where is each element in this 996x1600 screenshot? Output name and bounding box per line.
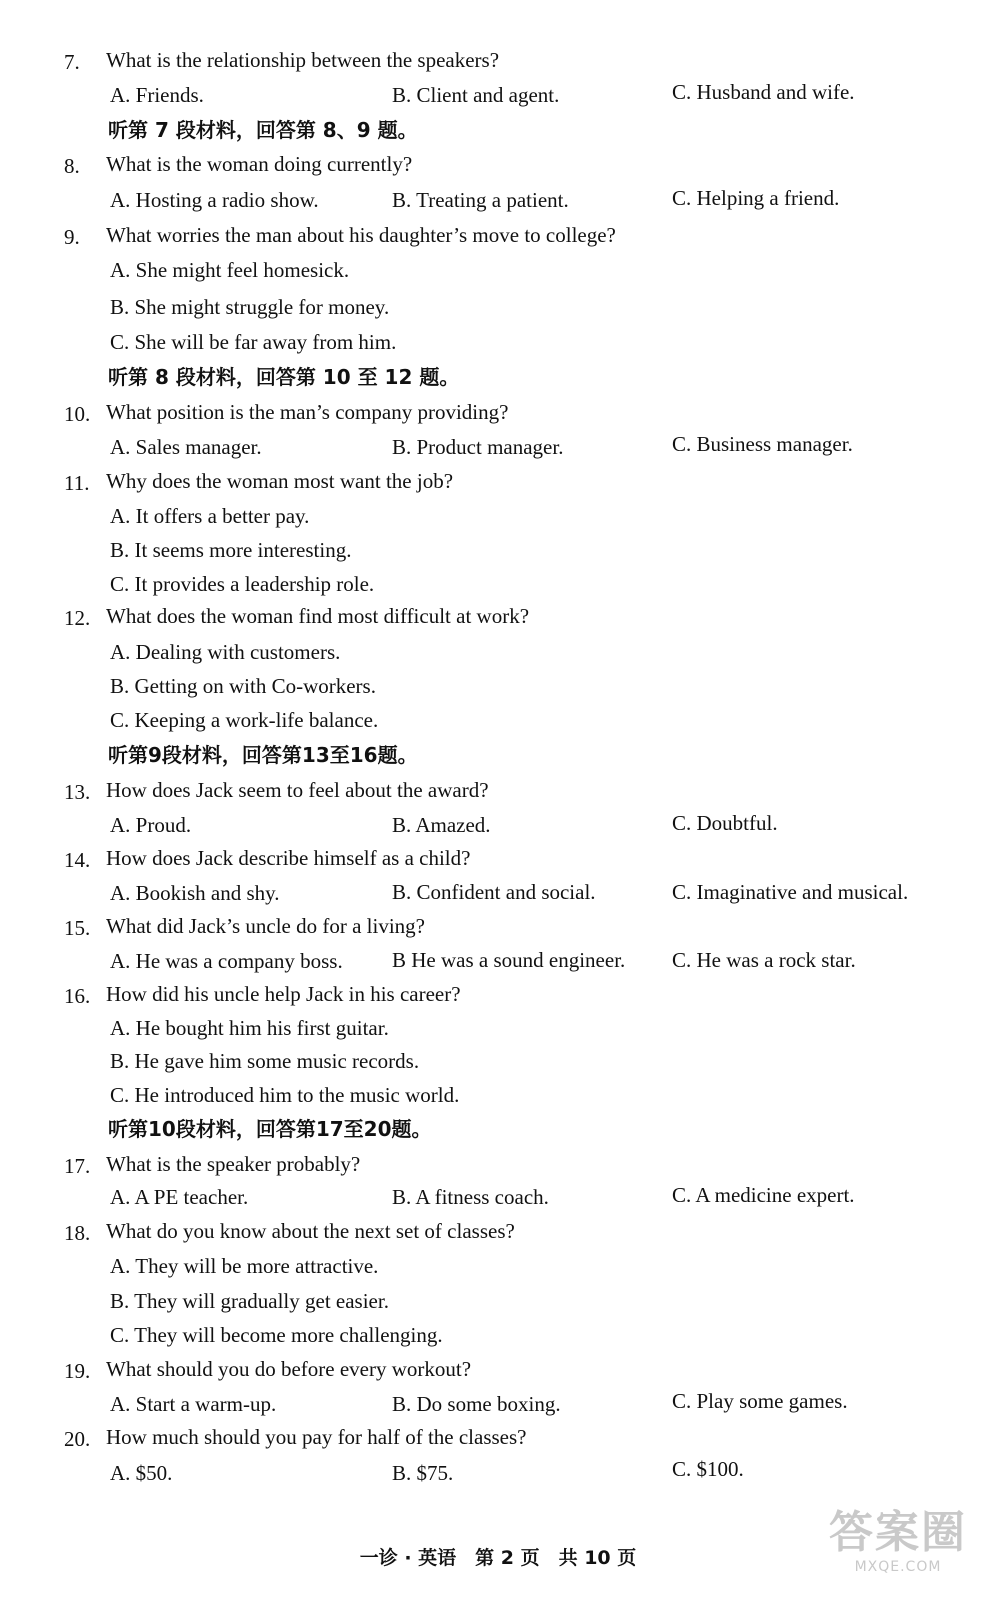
option-a: A. Hosting a radio show. bbox=[110, 188, 319, 212]
question-stem: What should you do before every workout? bbox=[106, 1357, 472, 1381]
option-a: A. He bought him his first guitar. bbox=[110, 1016, 389, 1040]
question-stem: What is the woman doing currently? bbox=[106, 152, 413, 176]
question-number: 8. bbox=[64, 154, 80, 178]
question-stem: How did his uncle help Jack in his career? bbox=[106, 982, 461, 1006]
question-stem: How much should you pay for half of the classes? bbox=[106, 1425, 527, 1449]
question-number: 18. bbox=[64, 1221, 91, 1245]
option-c: C. They will become more challenging. bbox=[110, 1323, 443, 1347]
option-b: B. Product manager. bbox=[392, 435, 564, 459]
option-a: A. Bookish and shy. bbox=[110, 881, 280, 905]
option-c: C. It provides a leadership role. bbox=[110, 572, 375, 596]
question-number: 19. bbox=[64, 1359, 91, 1383]
question-number: 15. bbox=[64, 916, 91, 940]
question-stem: What did Jack’s uncle do for a living? bbox=[106, 914, 425, 938]
option-b: B He was a sound engineer. bbox=[392, 948, 626, 972]
question-number: 10. bbox=[64, 402, 91, 426]
option-a: A. It offers a better pay. bbox=[110, 504, 310, 528]
option-b: B. $75. bbox=[392, 1461, 454, 1485]
question-number: 17. bbox=[64, 1154, 91, 1178]
option-a: A. $50. bbox=[110, 1461, 173, 1485]
option-c: C. Helping a friend. bbox=[672, 186, 840, 210]
option-c: C. Business manager. bbox=[672, 432, 853, 456]
option-c: C. Imaginative and musical. bbox=[672, 880, 909, 904]
question-stem: What is the speaker probably? bbox=[106, 1152, 361, 1176]
option-b: B. They will gradually get easier. bbox=[110, 1289, 389, 1313]
section-instruction: 听第 7 段材料，回答第 8、9 题。 bbox=[108, 118, 418, 142]
section-instruction: 听第10段材料，回答第17至20题。 bbox=[108, 1117, 432, 1141]
watermark-text: 答案圈 bbox=[829, 1507, 967, 1558]
question-number: 13. bbox=[64, 780, 91, 804]
option-b: B. Amazed. bbox=[392, 813, 491, 837]
question-number: 14. bbox=[64, 848, 91, 872]
question-stem: What do you know about the next set of classes? bbox=[106, 1219, 515, 1243]
option-b: B. It seems more interesting. bbox=[110, 538, 352, 562]
question-number: 11. bbox=[64, 471, 90, 495]
page-footer: 一诊 · 英语 第 2 页 共 10 页 bbox=[359, 1547, 637, 1569]
question-number: 20. bbox=[64, 1427, 91, 1451]
question-stem: Why does the woman most want the job? bbox=[106, 469, 454, 493]
question-stem: How does Jack seem to feel about the award? bbox=[106, 778, 489, 802]
option-c: C. Doubtful. bbox=[672, 811, 778, 835]
option-b: B. Client and agent. bbox=[392, 83, 560, 107]
option-c: C. Play some games. bbox=[672, 1389, 848, 1413]
watermark-url: MXQE.COM bbox=[854, 1559, 942, 1575]
question-number: 9. bbox=[64, 225, 80, 249]
option-a: A. Start a warm-up. bbox=[110, 1392, 277, 1416]
question-number: 16. bbox=[64, 984, 91, 1008]
option-c: C. A medicine expert. bbox=[672, 1183, 855, 1207]
option-a: A. A PE teacher. bbox=[110, 1185, 249, 1209]
option-b: B. Do some boxing. bbox=[392, 1392, 561, 1416]
question-number: 7. bbox=[64, 50, 80, 74]
option-b: B. Treating a patient. bbox=[392, 188, 569, 212]
option-a: A. She might feel homesick. bbox=[110, 258, 350, 282]
option-a: A. Sales manager. bbox=[110, 435, 262, 459]
section-instruction: 听第 8 段材料，回答第 10 至 12 题。 bbox=[108, 365, 460, 389]
section-instruction: 听第9段材料，回答第13至16题。 bbox=[108, 743, 418, 767]
question-stem: How does Jack describe himself as a child? bbox=[106, 846, 471, 870]
question-stem: What does the woman find most difficult at work? bbox=[106, 604, 530, 628]
option-b: B. She might struggle for money. bbox=[110, 295, 390, 319]
question-stem: What position is the man’s company providing? bbox=[106, 400, 509, 424]
question-stem: What is the relationship between the speakers? bbox=[106, 48, 500, 72]
option-a: A. Proud. bbox=[110, 813, 192, 837]
option-c: C. Keeping a work-life balance. bbox=[110, 708, 379, 732]
option-b: B. He gave him some music records. bbox=[110, 1049, 420, 1073]
option-c: C. He was a rock star. bbox=[672, 948, 856, 972]
question-number: 12. bbox=[64, 606, 91, 630]
watermark-logo bbox=[828, 1508, 968, 1588]
option-c: C. $100. bbox=[672, 1457, 744, 1481]
option-a: A. They will be more attractive. bbox=[110, 1254, 379, 1278]
option-b: B. A fitness coach. bbox=[392, 1185, 549, 1209]
option-c: C. He introduced him to the music world. bbox=[110, 1083, 460, 1107]
option-a: A. He was a company boss. bbox=[110, 949, 343, 973]
option-b: B. Getting on with Co-workers. bbox=[110, 674, 376, 698]
option-a: A. Dealing with customers. bbox=[110, 640, 341, 664]
option-c: C. Husband and wife. bbox=[672, 80, 855, 104]
option-b: B. Confident and social. bbox=[392, 880, 596, 904]
option-c: C. She will be far away from him. bbox=[110, 330, 397, 354]
question-stem: What worries the man about his daughter’s move to college? bbox=[106, 223, 616, 247]
option-a: A. Friends. bbox=[110, 83, 204, 107]
